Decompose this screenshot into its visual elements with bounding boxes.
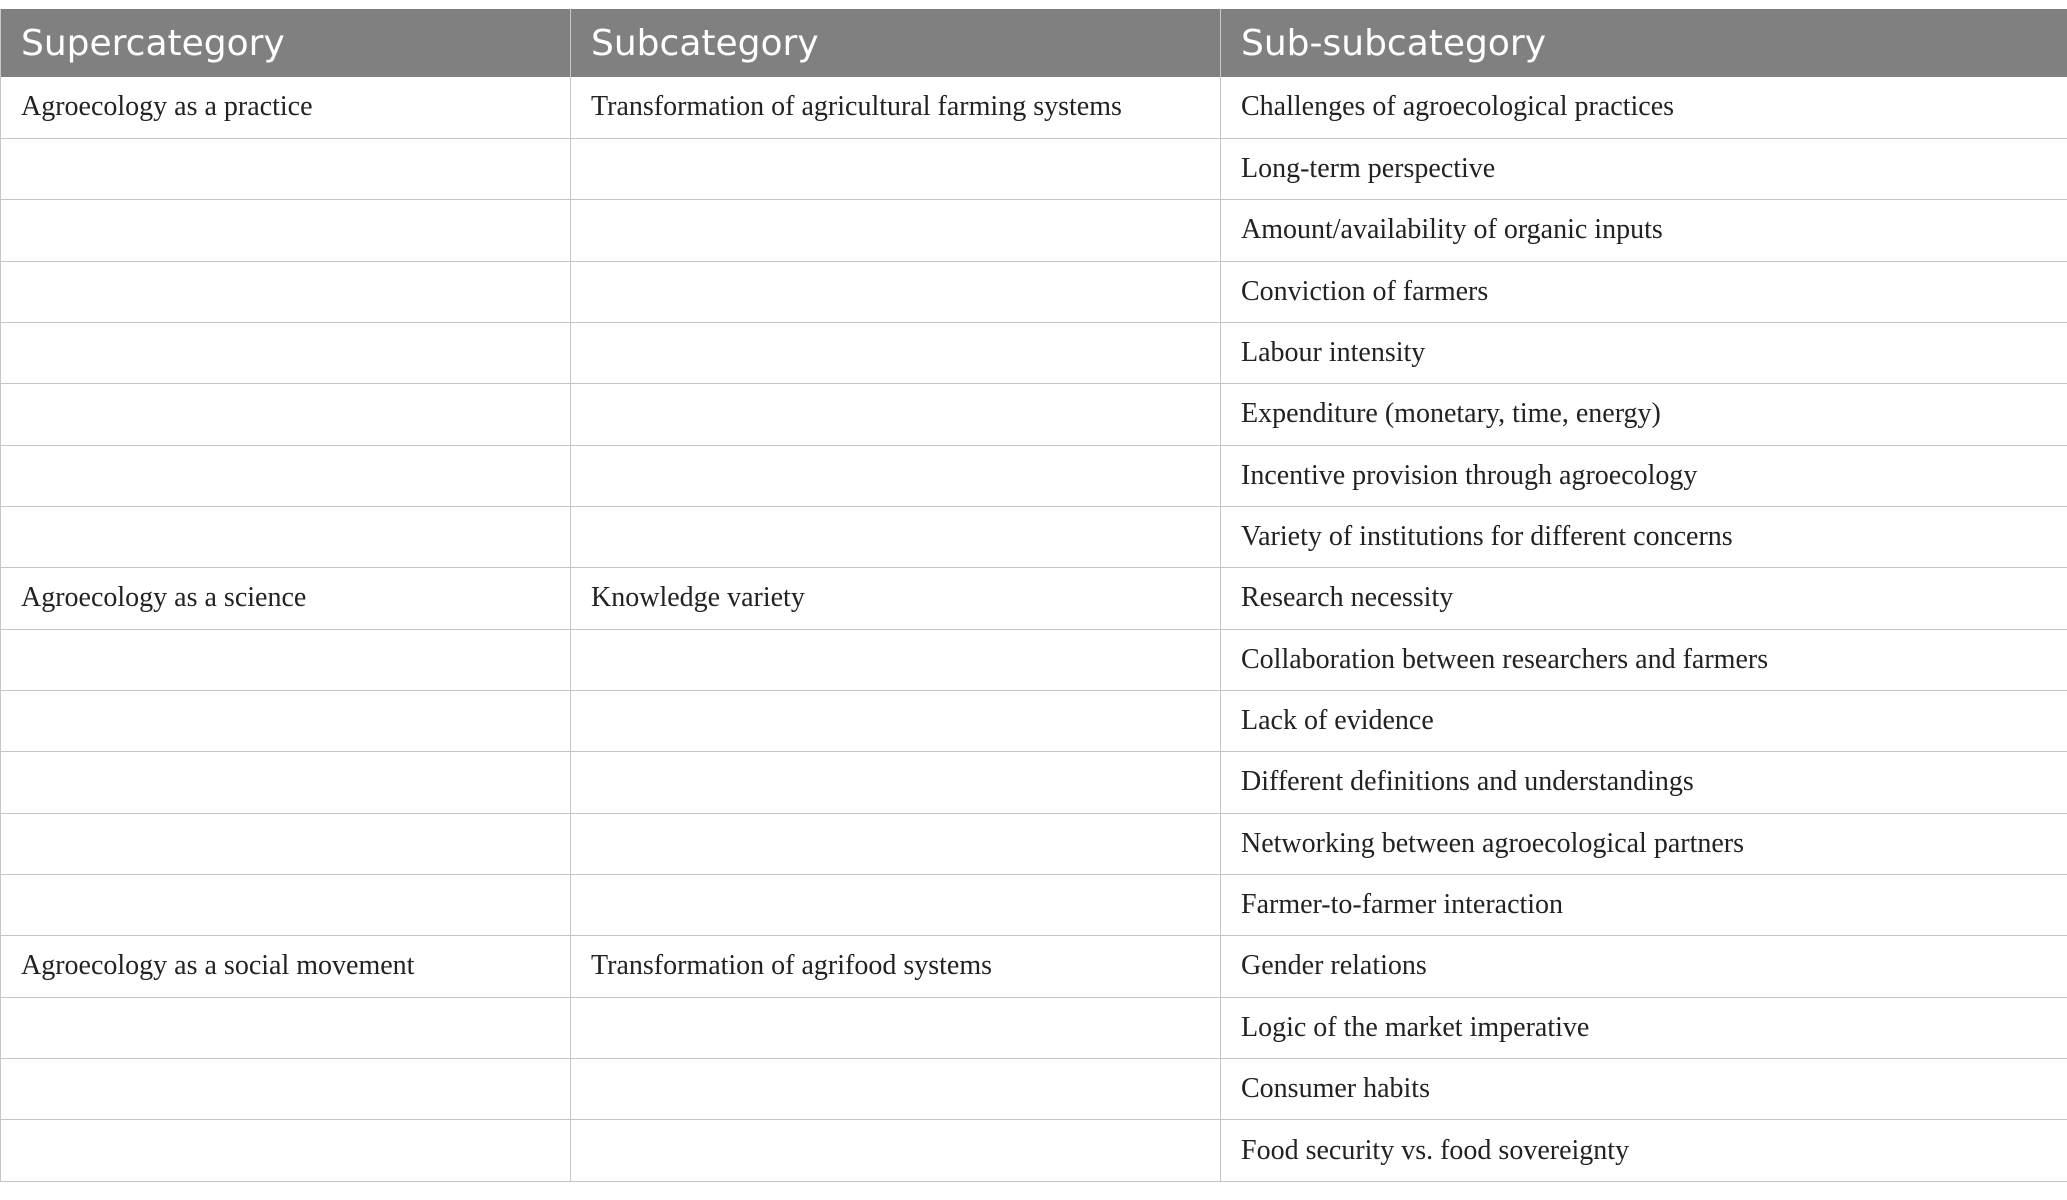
table-row (1, 261, 2067, 322)
cell-supercategory (1, 813, 571, 874)
cell-subcategory (571, 138, 1221, 199)
cell-supercategory (1, 384, 571, 445)
cell-supercategory (1, 629, 571, 690)
header-row (1, 9, 2067, 77)
cell-sub-subcategory: Networking between agroecological partners (1221, 813, 2067, 874)
cell-subcategory (571, 629, 1221, 690)
cell-supercategory (1, 322, 571, 383)
cell-sub-subcategory: Expenditure (monetary, time, energy) (1221, 384, 2067, 445)
cell-sub-subcategory: Incentive provision through agroecology (1221, 445, 2067, 506)
cell-subcategory (571, 1120, 1221, 1181)
cell-sub-subcategory: Research necessity (1221, 568, 2067, 629)
cell-supercategory (1, 690, 571, 751)
cell-sub-subcategory: Logic of the market imperative (1221, 997, 2067, 1058)
cell-supercategory (1, 874, 571, 935)
table-row (1, 322, 2067, 383)
cell-subcategory (571, 874, 1221, 935)
cell-supercategory (1, 261, 571, 322)
cell-supercategory (1, 200, 571, 261)
cell-supercategory (1, 1059, 571, 1120)
cell-sub-subcategory: Variety of institutions for different concerns (1221, 506, 2067, 567)
table-row (1, 752, 2067, 813)
cell-subcategory (571, 261, 1221, 322)
table-row (1, 568, 2067, 629)
table-header (1, 9, 2067, 77)
header-subcategory: Subcategory (571, 9, 1221, 77)
category-table (0, 9, 2067, 1182)
cell-subcategory (571, 813, 1221, 874)
cell-supercategory: Agroecology as a science (1, 568, 571, 629)
table-row (1, 384, 2067, 445)
cell-subcategory (571, 752, 1221, 813)
table-row (1, 506, 2067, 567)
table-row (1, 936, 2067, 997)
cell-subcategory: Transformation of agricultural farming systems (571, 77, 1221, 138)
table-body (1, 77, 2067, 1181)
table-row (1, 445, 2067, 506)
cell-subcategory: Transformation of agrifood systems (571, 936, 1221, 997)
cell-supercategory: Agroecology as a practice (1, 77, 571, 138)
header-sub-subcategory: Sub-subcategory (1221, 9, 2067, 77)
cell-subcategory (571, 1059, 1221, 1120)
cell-supercategory: Agroecology as a social movement (1, 936, 571, 997)
cell-subcategory (571, 200, 1221, 261)
cell-sub-subcategory: Collaboration between researchers and farmers (1221, 629, 2067, 690)
table-row (1, 1120, 2067, 1181)
cell-sub-subcategory: Different definitions and understandings (1221, 752, 2067, 813)
cell-subcategory (571, 384, 1221, 445)
cell-sub-subcategory: Lack of evidence (1221, 690, 2067, 751)
cell-subcategory (571, 445, 1221, 506)
cell-supercategory (1, 445, 571, 506)
cell-sub-subcategory: Food security vs. food sovereignty (1221, 1120, 2067, 1181)
cell-supercategory (1, 1120, 571, 1181)
table-row (1, 813, 2067, 874)
cell-sub-subcategory: Labour intensity (1221, 322, 2067, 383)
cell-supercategory (1, 506, 571, 567)
cell-subcategory (571, 322, 1221, 383)
cell-sub-subcategory: Conviction of farmers (1221, 261, 2067, 322)
cell-subcategory: Knowledge variety (571, 568, 1221, 629)
cell-subcategory (571, 506, 1221, 567)
table-row (1, 629, 2067, 690)
table-row (1, 997, 2067, 1058)
header-supercategory: Supercategory (1, 9, 571, 77)
cell-sub-subcategory: Long-term perspective (1221, 138, 2067, 199)
cell-sub-subcategory: Challenges of agroecological practices (1221, 77, 2067, 138)
table-row (1, 690, 2067, 751)
category-table-container (0, 9, 2067, 1182)
cell-supercategory (1, 997, 571, 1058)
cell-supercategory (1, 138, 571, 199)
cell-subcategory (571, 690, 1221, 751)
table-row (1, 138, 2067, 199)
cell-sub-subcategory: Consumer habits (1221, 1059, 2067, 1120)
table-row (1, 77, 2067, 138)
cell-supercategory (1, 752, 571, 813)
table-row (1, 1059, 2067, 1120)
cell-subcategory (571, 997, 1221, 1058)
table-row (1, 874, 2067, 935)
cell-sub-subcategory: Amount/availability of organic inputs (1221, 200, 2067, 261)
table-row (1, 200, 2067, 261)
cell-sub-subcategory: Gender relations (1221, 936, 2067, 997)
cell-sub-subcategory: Farmer-to-farmer interaction (1221, 874, 2067, 935)
